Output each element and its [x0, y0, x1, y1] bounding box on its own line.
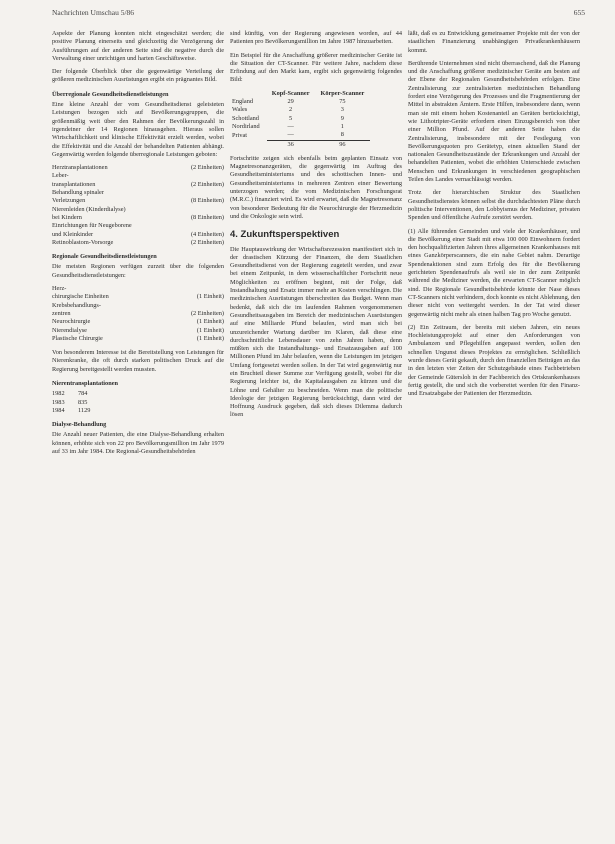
paragraph: sind künftig, von der Regierung angewiesen worden, auf 44 Patienten pro Bevölkerungsmillion im Jahre 1987 hinzuarbeiten. — [230, 30, 402, 46]
item-name: transplantationen — [52, 180, 96, 188]
paragraph: (2) Ein Zeitraum, der bereits mit sieben Jahren, ein neues Hochleistungsprojekt auf einer den Anforderungen von Ambulanzen und Pflegehilfen angepasst werden, sollen den schnellen Ungunst dieses Projektes zu ermöglichen. Schließlich wurde dieses Gerät gekauft, durch den finanziellen Beiträgen an das in den letzten vier Zeiten der Schutzgebäude eines Fachbetrieben der Gemeinde Gütersloh in der Fachbereich des Ortskrankenhauses fertig gestellt, die und sich die vorbereitet werden für den Finanz- und Ersatzabgabe der Patienten der Herzmedizin. — [408, 323, 580, 398]
item-count: (2 Einheiten) — [190, 180, 224, 188]
item-name: Retinoblastom-Vorsorge — [52, 238, 114, 246]
subheading: Überregionale Gesundheitsdienstleistungen — [52, 90, 169, 98]
list-item — [52, 172, 224, 180]
table-row: Wales 2 3 — [232, 106, 344, 114]
paragraph: (1) Alle führenden Gemeinden und viele der Krankenhäuser, und die Bevölkerung einer Stadt mit etwa 100 000 Einwohnern fordert den hochqualifizierten Jahren ihres allgemeinen Krankenhauses mit eines Ganzkörperscanners, die ein nahe Gebiet nahm. Derartige Spendenaktionen sind zum Erfolg des für die Bevölkerung gerichteten Spendenaufrufs als weil sie in der zum Zeitpunkt während die Mediziner werden, die erwarten CT-Scanner möglich sind. Die Regionale Gesundheitsbehörde könnte der Nase dieses CT-Scanners nicht verhindern, doch konnte es nicht Ablehnung, den dieser nicht von weitergeht werden. In der Tat wird dieser gegenwärtig nicht mehr als einen halben Tag pro Woche genutzt. — [408, 227, 580, 318]
paragraph: Der folgende Überblick über die gegenwärtige Verteilung der größeren medizinischen Ausrüstungen ergibt ein prägnantes Bild. — [52, 68, 224, 84]
list-item — [52, 197, 224, 205]
paragraph: Ein Beispiel für die Anschaffung größerer medizinischer Geräte ist die Situation der CT-Scanner. Für weitere Jahre, nachdem diese Erfindung auf den Markt kam, ergibt sich gegenwärtig folgendes Bild: — [230, 51, 402, 84]
paragraph: Die Anzahl neuer Patienten, die eine Dialyse-Behandlung erhalten können, erhöhte sich von 22 pro Bevölkerungsmillion im Jahr 1979 auf 33 im Jahr 1984. Die Regional-Gesundheitsbehörden — [52, 431, 224, 456]
table-row: Schottland 5 9 — [232, 114, 344, 122]
list-item — [52, 318, 224, 326]
item-name: Herztransplantationen — [52, 164, 108, 172]
list-item — [52, 164, 224, 172]
list-item — [52, 302, 224, 310]
list-item — [52, 189, 224, 197]
item-name: Nierendialyse — [52, 326, 87, 334]
table-row: Privat — 8 — [232, 131, 344, 139]
item-name: Verletzungen — [52, 197, 86, 205]
kidney-transplant-list — [52, 390, 224, 415]
list-item — [52, 214, 224, 222]
subheading: Nierentransplantationen — [52, 379, 119, 387]
journal-name: Nachrichten Umschau 5/86 — [52, 8, 135, 17]
column-3 — [408, 30, 580, 403]
regional-services-list — [52, 285, 224, 343]
item-name: Einrichtungen für Neugeborene — [52, 222, 132, 230]
paragraph: Berührende Unternehmen sind nicht überraschend, daß die Planung und die Anschaffung größerer medizinischer Geräte am besten auf der Ebene der Regionalen Gesundheitsbehörden erfolgen. Eine Zentralisierung zur zentralisierten medizinischen Behandlung fordert eine Verzögerung des Prozesses und die Fragmentierung der Mittel in abstrakten Ämtern. Erste Hilfen, insbesondere dann, wenn man sie mit einem hohen Kostenanteil an Geräten berücksichtigt, wie Lithotripter-Geräte erfordern einen Einzugsbereich von über einer Million Pfund. Auf der anderen Seite haben die Zentralisierung, insbesondere mit der Festlegung von Bevölkerungsquoten pro Gerätetyp, einen aktuellen Stand der nationalen Gesundheitszustände der Erkrankungen und Anzahl der behandelten Patienten, wobei die erhöhten Unterschiede zwischen Menschen und Erkrankungen in verschiedenen geographischen Teilen des Landes vernachlässigt werden. — [408, 59, 580, 184]
paragraph: Die meisten Regionen verfügen zurzeit über die folgenden Gesundheitsdienstleistungen: — [52, 263, 224, 279]
column-1 — [52, 30, 224, 461]
paragraph: Trotz der hierarchischen Struktur des Staatlichen Gesundheitsdienstes können selbst die durchdachtesten Pläne durch politische Interventionen, den Lobbyismus der Mediziner, privaten Spenden und öffentliche Aufrufe zerstört werden. — [408, 189, 580, 222]
item-name: und Kleinkinder — [52, 230, 94, 238]
item-count — [220, 172, 224, 180]
item-name: bei Kindern — [52, 213, 82, 221]
item-name: zentren — [52, 309, 71, 317]
supra-regional-services-list — [52, 164, 224, 247]
item-name: Herz- — [52, 285, 67, 293]
list-item: 1982 784 — [52, 390, 88, 398]
list-item: 1983 835 — [52, 398, 88, 406]
list-item: 1984 1129 — [52, 406, 91, 414]
paragraph: Eine kleine Anzahl der vom Gesundheitsdienst geleisteten Leistungen bezogen sich auf Bevölkerungsgruppen, die größenmäßig weit über den Rahmen der Bevölkerungszahl in irgendeiner der 14 Regionen hinausgehen. Hieraus sollen Wirtschaftlichkeit und klinische Effektivität erzielt werden, wobei die Effektivität und die Anzahl der behandelten Patienten abhängt. Gegenwärtig werden folgende überregionale Leistungen geboten: — [52, 101, 224, 158]
item-name: Plastische Chirurgie — [52, 334, 103, 342]
column-header: Körper-Scanner — [320, 89, 365, 97]
list-item — [52, 231, 224, 239]
item-name: chirurgische Einheiten — [52, 293, 109, 301]
running-header — [52, 6, 585, 20]
paragraph: Fortschritte zeigen sich ebenfalls beim geplanten Einsatz von Magnetresonanzgeräten, die gegenwärtig im Auftrag des Gesundheitsministeriums und des schottischen Innen- und Gesundheitsministeriums in mehreren Zentren einer Bewertung unterzogen werden; die vom Medizinischen Forschungsrat (M.R.C.) finanziert wird. Es wird erwartet, daß die Magnetresonanz von besonderer Bedeutung für die Neurochirurgie der Herzmedizin und die Onkologie sein wird. — [230, 154, 402, 220]
paragraph: Von besonderem Interesse ist die Bereitstellung von Leistungen für Nierenkranke, die oft durch starken politischen Druck auf die Regierung bereitgestellt werden mussten. — [52, 349, 224, 373]
list-item — [52, 239, 224, 247]
ct-scanner-table — [230, 90, 370, 149]
section-heading: 4. Zukunftsperspektiven — [230, 229, 340, 241]
item-name: Behandlung spinaler — [52, 189, 104, 197]
column-header: Kopf-Scanner — [271, 89, 310, 97]
item-name: Krebsbehandlungs- — [52, 301, 101, 309]
subheading: Dialyse-Behandlung — [52, 421, 107, 429]
subheading: Regionale Gesundheitsdienstleistungen — [52, 253, 157, 261]
paragraph: Die Hauptauswirkung der Wirtschaftsrezession manifestiert sich in der drastischen Kürzung der Finanzen, die dem Staatlichen Gesundheitsdienst von der Regierung zugeteilt werden, und zwar bei einem Zeitpunkt, in dem wissenschaftlicher Fortschritt neue Möglichkeiten zu eröffnen beginnt, mit der Folge, daß Instandhaltung und Ersatz immer mehr an Kosten verschlingen. Die medizinischen Ausrüstungen überschreiten das Budget. Wenn man bedenkt, daß sich die im laufenden Rahmen vorgenommenen Gesundheitsausgaben im Bereich der medizinischen Ausrüstungen auf eine Milliarde Pfund belaufen, wird man sich bei unzureichender Wartung darüber im Klaren, daß diese eine durchschnittliche Lebensdauer von zehn Jahren haben, denn müßten sich die Instandhaltungs- und Ersatzausgaben auf 100 Millionen Pfund im Jahr belaufen, wenn die Leistungen im jetzigen Umfang fortgesetzt werden sollen. In der Tat wird gegenwärtig nur ein Bruchteil dieser Summe zur Verfügung gestellt, wobei für die Regierung leichter ist, die Kapitalausgaben zu kürzen und die Löhne und Gehälter zu beschneiden. Wenn man die politische Ideologie der jetzigen Regierung berücksichtigt, dann wird der Hoffnung Ausdruck gegeben, daß sich dieses Dilemma dadurch lösen — [230, 245, 402, 419]
item-count — [220, 189, 224, 197]
list-item — [52, 335, 224, 343]
list-item — [52, 285, 224, 293]
item-count — [220, 302, 224, 310]
table-row: Nordirland — 1 — [232, 122, 344, 130]
page-number: 655 — [573, 8, 585, 17]
list-item — [52, 327, 224, 335]
item-name: Leber- — [52, 172, 69, 180]
list-item — [52, 181, 224, 189]
list-item — [52, 310, 224, 318]
item-count: (2 Einheiten) — [190, 238, 224, 246]
item-count — [220, 222, 224, 230]
item-count: (8 Einheiten) — [190, 197, 224, 205]
item-count: (4 Einheiten) — [190, 230, 224, 238]
item-name: Nierenleiden (Kinderdialyse) — [52, 205, 126, 213]
paragraph: Aspekte der Planung konnten nicht eingeschätzt werden; die positive Planung einerseits und gleichzeitig die Verzögerung der Ausführungen auf der anderen Seite sind die negative durch die Verwaltung einer unrichtigen und harten Geschäftsweise. — [52, 30, 224, 62]
item-count — [220, 285, 224, 293]
column-2 — [230, 30, 402, 425]
item-count: (2 Einheiten) — [190, 164, 224, 172]
paragraph: läßt, daß es zu Entwicklung gemeinsamer Projekte mit der von der staatlichen Finanzierung unabhängigen Privatkrankenhäusern kommt. — [408, 30, 580, 54]
item-name: Neurochirurgie — [52, 318, 91, 326]
item-count: (1 Einheit) — [196, 326, 224, 334]
list-item — [52, 293, 224, 301]
item-count: (2 Einheiten) — [190, 309, 224, 317]
list-item — [52, 222, 224, 230]
table-sum-row: 36 96 — [230, 140, 370, 149]
item-count: (1 Einheit) — [196, 318, 224, 326]
item-count: (8 Einheiten) — [190, 213, 224, 221]
item-count: (1 Einheit) — [196, 334, 224, 342]
list-item — [52, 206, 224, 214]
table-row: England 29 75 — [232, 98, 346, 106]
item-count — [220, 206, 224, 214]
item-count: (1 Einheit) — [196, 293, 224, 301]
